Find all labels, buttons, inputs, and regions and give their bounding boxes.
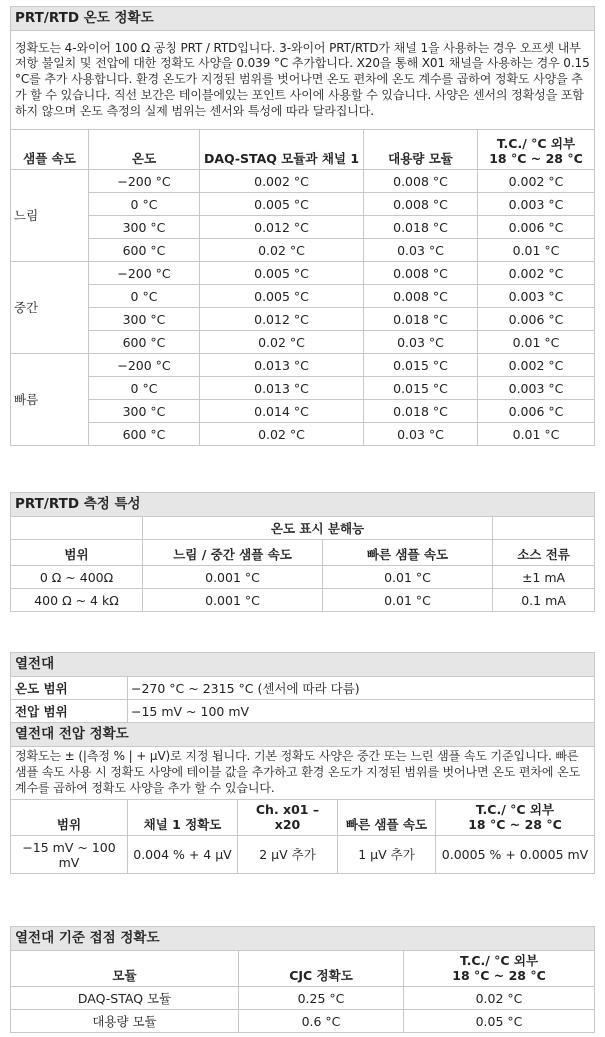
header-tc [478,130,595,170]
cell-temperature: 0 °C [89,377,200,400]
cell-temperature: −200 °C [89,262,200,285]
voltage-range-label: 전압 범위 [11,700,128,723]
cell-fast: 0.01 °C [323,589,493,612]
header-tc-line2: 18 °C ~ 28 °C [452,968,546,983]
temp-range-label: 온도 범위 [11,677,128,700]
cell-daq-staq: 0.013 °C [200,377,364,400]
cell-daq-staq: 0.02 °C [200,239,364,262]
header-fast: 빠른 샘플 속도 [323,540,493,566]
cell-tc: 0.002 °C [478,170,595,193]
header-source-current: 소스 전류 [493,540,595,566]
cell-tc: 0.003 °C [478,285,595,308]
header-resolution: 온도 표시 분해능 [143,517,493,540]
cell-daq-staq: 0.005 °C [200,285,364,308]
cell-range: −15 mV ~ 100 mV [11,836,128,874]
table-title: 열전대 [11,653,595,677]
cell-ch1: 0.004 % + 4 μV [128,836,238,874]
cell-tc: 0.01 °C [478,423,595,446]
header-cjc-accuracy: CJC 정확도 [239,951,404,987]
cell-high-capacity: 0.018 °C [364,400,478,423]
table-row [11,285,595,308]
cell-ch-x01-x20: 2 μV 추가 [238,836,338,874]
header-slow-medium: 느림 / 중간 샘플 속도 [143,540,323,566]
cell-slow-medium: 0.001 °C [143,589,323,612]
table-row [11,193,595,216]
cell-tc: 0.0005 % + 0.0005 mV [436,836,595,874]
temp-range-value: −270 °C ~ 2315 °C (센서에 따라 다름) [128,677,595,700]
cell-temperature: 300 °C [89,400,200,423]
cell-tc: 0.01 °C [478,331,595,354]
cell-tc: 0.02 °C [404,987,595,1010]
cell-high-capacity: 0.018 °C [364,216,478,239]
table-row [11,262,595,285]
cell-cjc-accuracy: 0.25 °C [239,987,404,1010]
header-module: 모듈 [11,951,239,987]
cjc-accuracy-table [10,926,595,1033]
cell-tc: 0.05 °C [404,1010,595,1033]
header-fast-sample: 빠른 샘플 속도 [338,800,436,836]
cell-tc: 0.003 °C [478,193,595,216]
header-tc-line1: T.C./ °C 외부 [475,802,555,817]
cell-daq-staq: 0.005 °C [200,193,364,216]
table-row [11,331,595,354]
table-row [11,239,595,262]
cell-tc: 0.006 °C [478,216,595,239]
voltage-range-value: −15 mV ~ 100 mV [128,700,595,723]
header-tc [436,800,595,836]
cell-high-capacity: 0.008 °C [364,285,478,308]
header-tc-line1: T.C./ °C 외부 [496,136,576,151]
section-subtitle: 열전대 전압 정확도 [11,723,595,747]
table-description: 정확도는 ± (|측정 % | + μV)로 지정 됩니다. 기본 정확도 사양은 중간 또는 느린 샘플 속도 기준입니다. 빠른 샘플 속도 사용 시 정확도 사양에 테이블 값을 추가하고 환경 온도가 지정된 범위를 벗어나면 온도 편차에 온도 계수를 곱하여 정확도 사양을 추가 할 수 있습니다. [11,747,595,800]
cell-source-current: ±1 mA [493,566,595,589]
table-row [11,354,595,377]
cell-tc: 0.01 °C [478,239,595,262]
cell-temperature: 0 °C [89,285,200,308]
cell-high-capacity: 0.015 °C [364,354,478,377]
prt-rtd-characteristics-table [10,492,595,612]
table-row [11,1010,595,1033]
cell-range: 400 Ω ~ 4 kΩ [11,589,143,612]
cell-daq-staq: 0.012 °C [200,216,364,239]
cell-high-capacity: 0.03 °C [364,331,478,354]
table-title: PRT/RTD 측정 특성 [11,493,595,517]
header-ch-x01-x20: Ch. x01 – x20 [238,800,338,836]
sample-rate-label: 빠름 [11,354,89,446]
header-tc-line2: 18 °C ~ 28 °C [489,151,583,166]
cell-source-current: 0.1 mA [493,589,595,612]
cell-temperature: −200 °C [89,170,200,193]
cell-high-capacity: 0.03 °C [364,239,478,262]
cell-module: 대용량 모듈 [11,1010,239,1033]
table-row [11,170,595,193]
table-title: 열전대 기준 접점 정확도 [11,927,595,951]
table-row [11,423,595,446]
cell-fast-sample: 1 μV 추가 [338,836,436,874]
header-range: 범위 [11,800,128,836]
cell-range: 0 Ω ~ 400Ω [11,566,143,589]
cell-temperature: −200 °C [89,354,200,377]
header-temperature: 온도 [89,130,200,170]
cell-high-capacity: 0.008 °C [364,170,478,193]
table-title: PRT/RTD 온도 정확도 [11,7,595,31]
table-row [11,987,595,1010]
cell-daq-staq: 0.005 °C [200,262,364,285]
cell-temperature: 600 °C [89,331,200,354]
table-row [11,377,595,400]
table-row [11,400,595,423]
table-row [11,589,595,612]
cell-temperature: 0 °C [89,193,200,216]
cell-slow-medium: 0.001 °C [143,566,323,589]
cell-cjc-accuracy: 0.6 °C [239,1010,404,1033]
cell-high-capacity: 0.018 °C [364,308,478,331]
cell-daq-staq: 0.014 °C [200,400,364,423]
header-high-capacity: 대용량 모듈 [364,130,478,170]
cell-module: DAQ-STAQ 모듈 [11,987,239,1010]
cell-tc: 0.002 °C [478,354,595,377]
cell-daq-staq: 0.02 °C [200,423,364,446]
header-tc [404,951,595,987]
table-row [11,216,595,239]
cell-temperature: 300 °C [89,308,200,331]
table-row [11,308,595,331]
header-daq-staq: DAQ-STAQ 모듈과 채널 1 [200,130,364,170]
sample-rate-label: 중간 [11,262,89,354]
header-range: 범위 [11,540,143,566]
empty-cell [11,517,143,540]
cell-daq-staq: 0.013 °C [200,354,364,377]
sample-rate-label: 느림 [11,170,89,262]
cell-temperature: 600 °C [89,239,200,262]
cell-tc: 0.002 °C [478,262,595,285]
header-ch1-accuracy: 채널 1 정확도 [128,800,238,836]
cell-temperature: 600 °C [89,423,200,446]
cell-high-capacity: 0.008 °C [364,262,478,285]
cell-tc: 0.003 °C [478,377,595,400]
cell-tc: 0.006 °C [478,400,595,423]
prt-rtd-accuracy-table [10,6,595,446]
table-row [11,566,595,589]
header-tc-line2: 18 °C ~ 28 °C [468,817,562,832]
cell-high-capacity: 0.03 °C [364,423,478,446]
cell-high-capacity: 0.008 °C [364,193,478,216]
cell-daq-staq: 0.002 °C [200,170,364,193]
cell-temperature: 300 °C [89,216,200,239]
header-tc-line1: T.C./ °C 외부 [459,953,539,968]
cell-daq-staq: 0.02 °C [200,331,364,354]
header-sample-rate: 샘플 속도 [11,130,89,170]
thermocouple-table [10,652,595,874]
cell-fast: 0.01 °C [323,566,493,589]
cell-tc: 0.006 °C [478,308,595,331]
table-description: 정확도는 4-와이어 100 Ω 공칭 PRT / RTD입니다. 3-와이어 PRT/RTD가 채널 1을 사용하는 경우 오프셋 내부 저항 불일치 및 전압에 대한 정확도 사양을 0.039 °C 추가합니다. X20을 통해 X01 채널을 사용하는 경우 0.15 °C를 추가 사용합니다. 환경 온도가 지정된 범위를 벗어나면 온도 편차에 온도 계수를 곱하여 정확도 사양을 추가 할 수 있습니다. 직선 보간은 테이블에있는 포인트 사이에 사용할 수 있습니다. 사양은 센서의 정확성을 포함하지 않으며 온도 측정의 실제 범위는 센서와 특성에 따라 달라집니다. [11,31,595,130]
cell-high-capacity: 0.015 °C [364,377,478,400]
empty-cell [493,517,595,540]
cell-daq-staq: 0.012 °C [200,308,364,331]
